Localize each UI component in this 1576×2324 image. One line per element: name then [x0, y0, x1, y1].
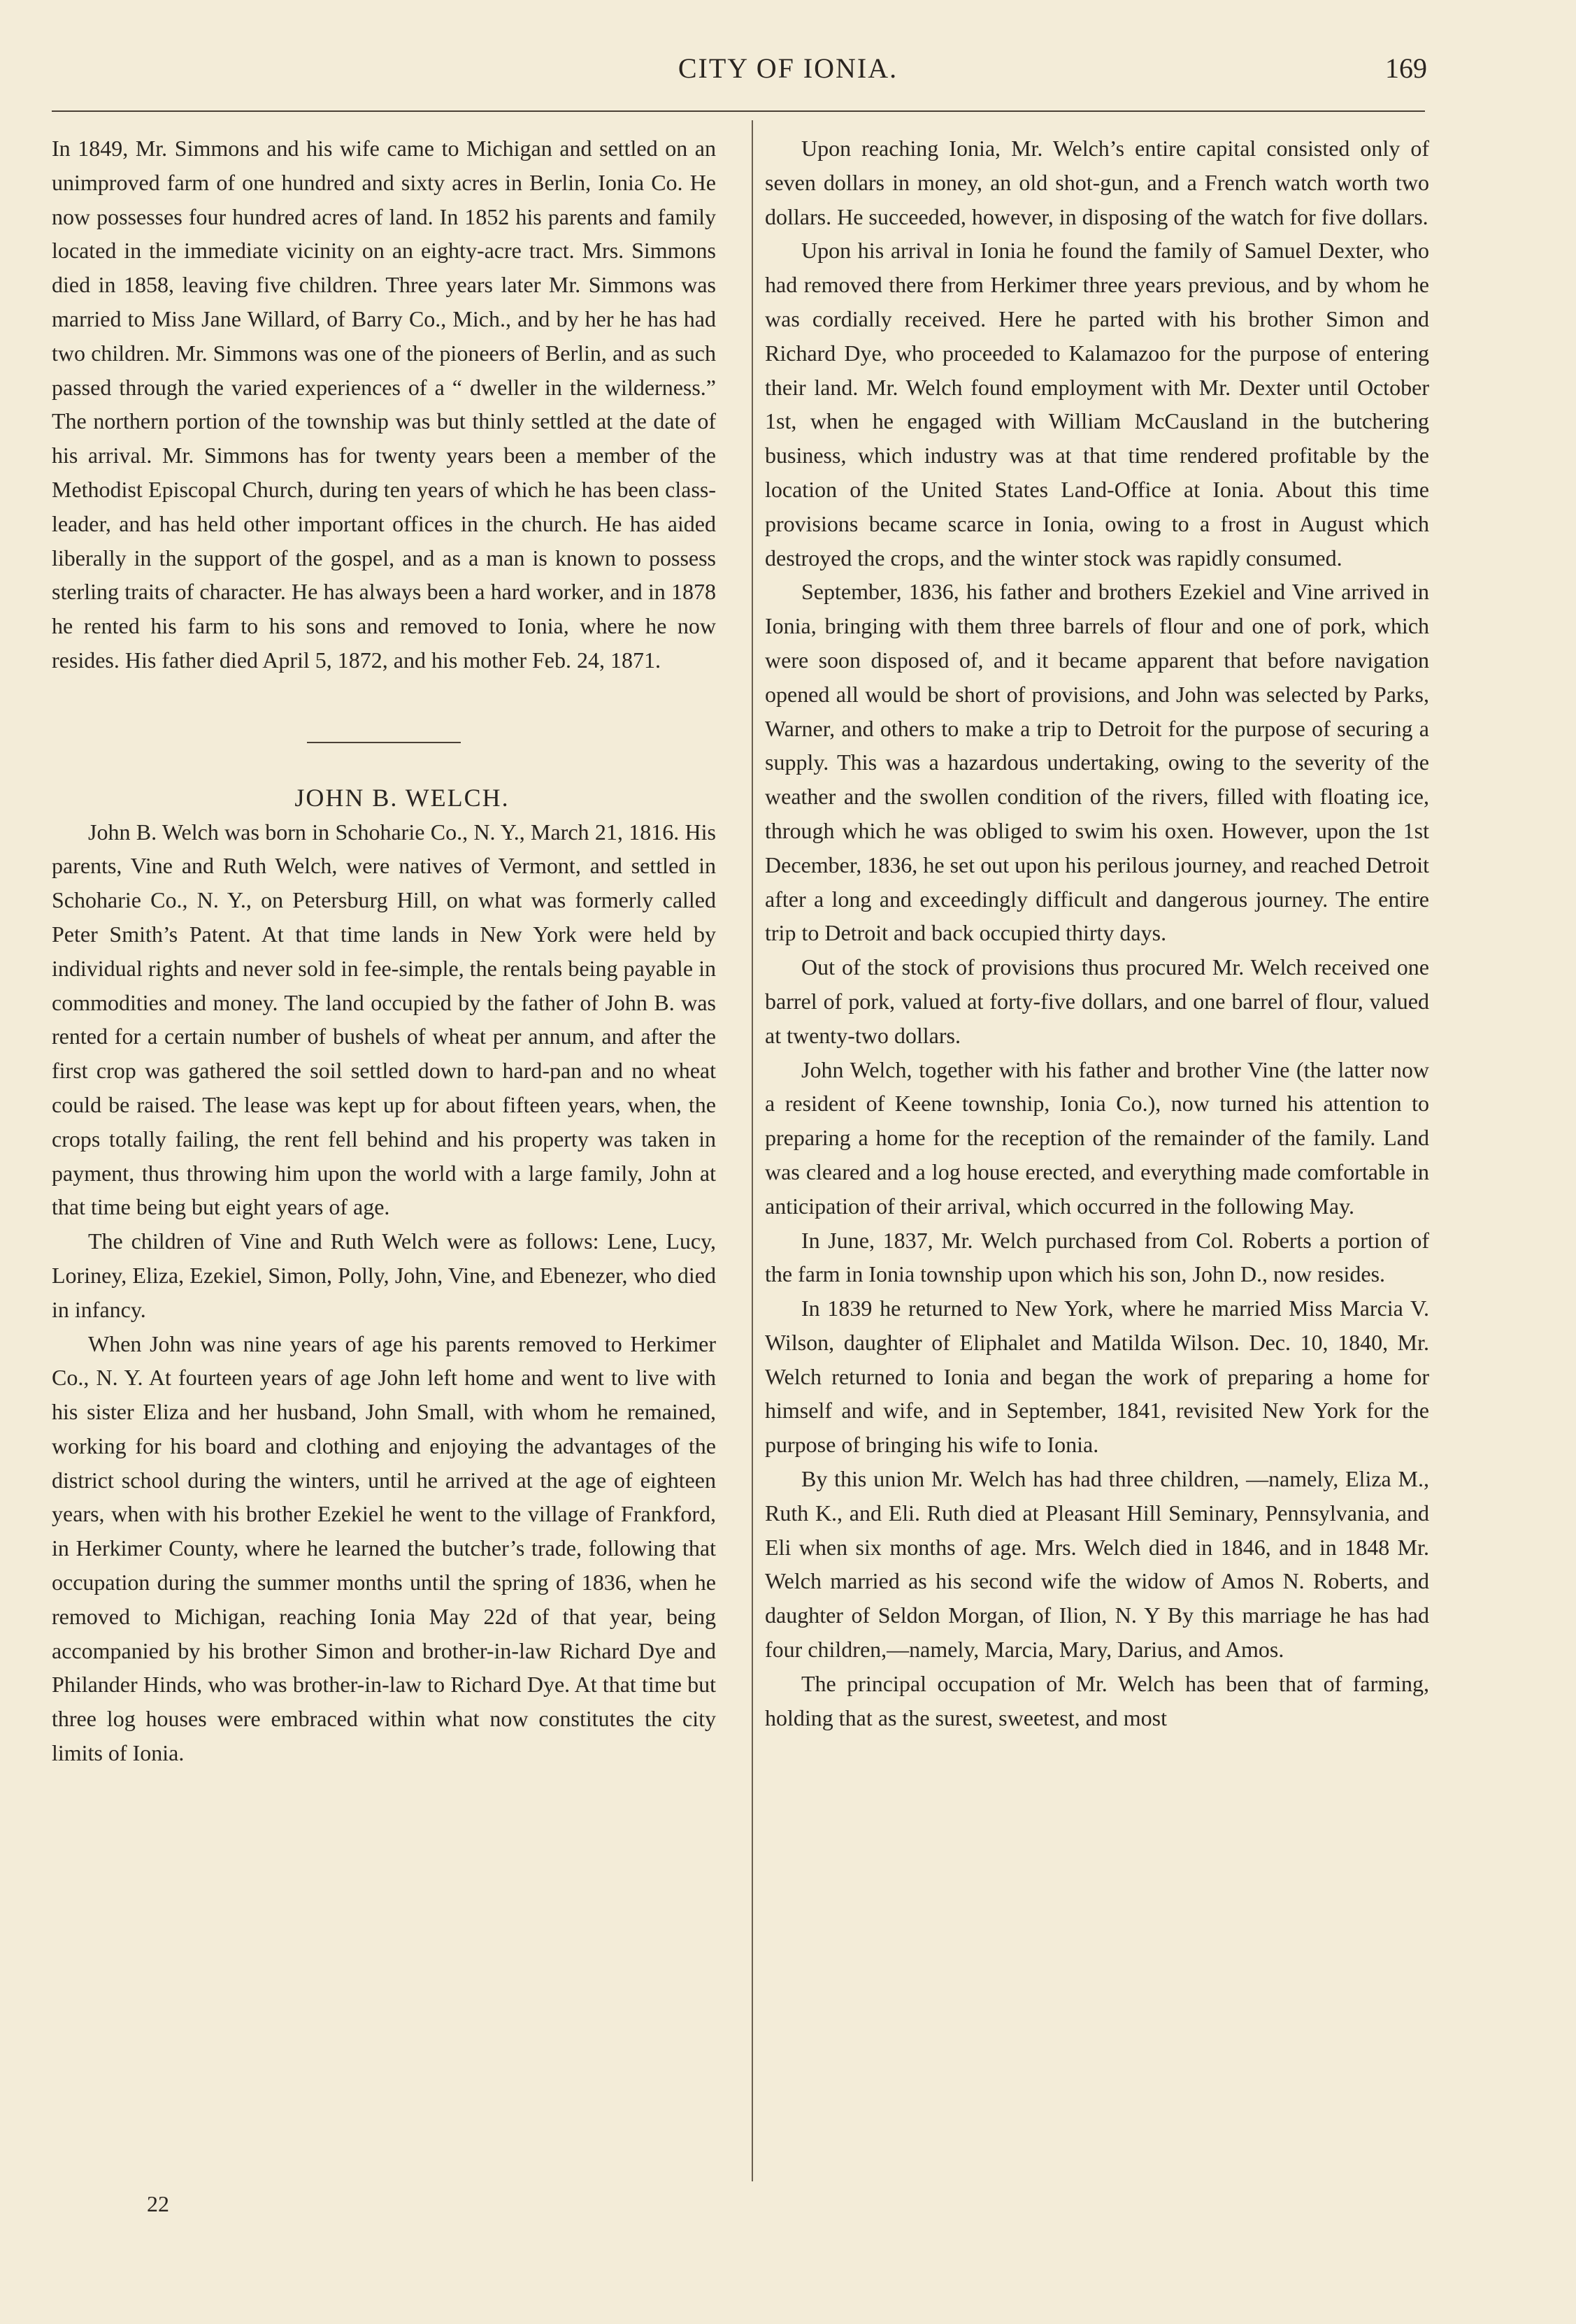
paragraph-simmons: In 1849, Mr. Simmons and his wife came to Michigan and settled on an unimproved farm of one hundred and sixty acres in Berlin, Ionia Co. He now possesses four hundred acres of land. In 1852 his parents and family located in the immediate vicinity on an eighty-acre tract. Mrs. Simmons died in 1858, leaving five children. Three years later Mr. Simmons was married to Miss Jane Willard, of Barry Co., Mich., and by her he has had two children. Mr. Simmons was one of the pioneers of Berlin, and as such passed through the varied experiences of a “ dweller in the wilderness.” The northern portion of the township was but thinly settled at the date of his arrival. Mr. Simmons has for twenty years been a member of the Methodist Episcopal Church, during ten years of which he has been class-leader, and has held other important offices in the church. He has aided liberally in the support of the gospel, and as a man is known to possess sterling traits of character. He has always been a hard worker, and in 1878 he rented his farm to his sons and removed to Ionia, where he now resides. His father died April 5, 1872, and his mother Feb. 24, 1871. [52, 136, 716, 673]
paragraph-provisions: Out of the stock of provisions thus procured Mr. Welch received one barrel of pork, valued at forty-five dollars, and one barrel of flour, valued at twenty-two dollars. [765, 954, 1429, 1048]
paragraph-children-welch: By this union Mr. Welch has had three children, —namely, Eliza M., Ruth K., and Eli. Ruth died at Pleasant Hill Seminary, Pennsylvania, and Eli when six months of age. Mrs. Welch died in 1846, and in 1848 Mr. Welch married as his second wife the widow of Amos N. Roberts, and daughter of Seldon Morgan, of Ilion, N. Y By this marriage he has had four children,—namely, Marcia, Mary, Darius, and Amos. [765, 1466, 1429, 1663]
running-header-title: CITY OF IONIA. [678, 52, 898, 84]
left-column [52, 131, 716, 1770]
paragraph-home: John Welch, together with his father and brother Vine (the latter now a resident of Keene township, Ionia Co.), now turned his attention to preparing a home for the reception of the remainder of the family. Land was cleared and a log house erected, and everything made comfortable in anticipation of their arrival, which occurred in the following May. [765, 1056, 1429, 1219]
column-divider [752, 120, 753, 2181]
paragraph-birth: John B. Welch was born in Schoharie Co., N. Y., March 21, 1816. His parents, Vine and Ruth Welch, were natives of Vermont, and settled in Schoharie Co., N. Y., on Petersburg Hill, on what was formerly called Peter Smith’s Patent. At that time lands in New York were held by individual rights and never sold in fee-simple, the rentals being payable in commodities and money. The land occupied by the father of John B. was rented for a certain number of bushels of wheat per annum, and after the first crop was gathered the soil settled down to hard-pan and no wheat could be raised. The lease was kept up for about fifteen years, when, the crops totally failing, the rent fell behind and his property was taken in payment, thus throwing him upon the world with a large family, John at that time being but eight years of age. [52, 819, 716, 1220]
paragraph-dexter: Upon his arrival in Ionia he found the family of Samuel Dexter, who had removed there from Herkimer three years previous, and by whom he was cordially received. Here he parted with his brother Simon and Richard Dye, who proceeded to Kalamazoo for the purpose of entering their land. Mr. Welch found employment with Mr. Dexter until October 1st, when he engaged with William McCausland in the butchering business, which industry was at that time rendered profitable by the location of the United States Land-Office at Ionia. About this time provisions became scarce in Ionia, owing to a frost in August which destroyed the crops, and the winter stock was rapidly consumed. [765, 238, 1429, 571]
paragraph-capital: Upon reaching Ionia, Mr. Welch’s entire capital consisted only of seven dollars in money, an old shot-gun, and a French watch worth two dollars. He succeeded, however, in disposing of the watch for five dollars. [765, 136, 1429, 229]
section-divider [307, 742, 461, 743]
paragraph-detroit-trip: September, 1836, his father and brothers Ezekiel and Vine arrived in Ionia, bringing with them three barrels of flour and one of pork, which were soon disposed of, and it became apparent that before navigation opened all would be short of provisions, and John was selected by Parks, Warner, and others to make a trip to Detroit for the purpose of securing a supply. This was a hazardous undertaking, owing to the severity of the weather and the swollen condition of the rivers, filled with floating ice, through which he was obliged to swim his oxen. However, upon the 1st December, 1836, he set out upon his perilous journey, and reached Detroit after a long and exceedingly difficult and dangerous journey. The entire trip to Detroit and back occupied thirty days. [765, 579, 1429, 946]
section-title: JOHN B. WELCH. [294, 783, 510, 812]
paragraph-herkimer: When John was nine years of age his parents removed to Herkimer Co., N. Y. At fourteen years of age John left home and went to live with his sister Eliza and her husband, John Small, with whom he remained, working for his board and clothing and enjoying the advantages of the district school during the winters, until he arrived at the age of eighteen years, when with his brother Ezekiel he went to the village of Frankford, in Herkimer County, where he learned the butcher’s trade, following that occupation during the summer months until the spring of 1836, when he removed to Michigan, reaching Ionia May 22d of that year, being accompanied by his brother Simon and brother-in-law Richard Dye and Philander Hinds, who was brother-in-law to Richard Dye. At that time but three log houses were embraced within what now constitutes the city limits of Ionia. [52, 1330, 716, 1766]
paragraph-children: The children of Vine and Ruth Welch were as follows: Lene, Lucy, Loriney, Eliza, Ezekiel, Simon, Polly, John, Vine, and Ebenezer, who died in infancy. [52, 1228, 716, 1322]
paragraph-occupation: The principal occupation of Mr. Welch has been that of farming, holding that as the surest, sweetest, and most [765, 1670, 1429, 1730]
paragraph-farm-purchase: In June, 1837, Mr. Welch purchased from Col. Roberts a portion of the farm in Ionia township upon which his son, John D., now resides. [765, 1227, 1429, 1287]
paragraph-marriage: In 1839 he returned to New York, where he married Miss Marcia V. Wilson, daughter of Eliphalet and Matilda Wilson. Dec. 10, 1840, Mr. Welch returned to Ionia and began the work of preparing a home for himself and wife, and in September, 1841, revisited New York for the purpose of bringing his wife to Ionia. [765, 1296, 1429, 1458]
page-number: 169 [1385, 52, 1427, 84]
header-rule [52, 110, 1425, 112]
right-column [765, 131, 1429, 1735]
signature-mark: 22 [147, 2191, 169, 2216]
